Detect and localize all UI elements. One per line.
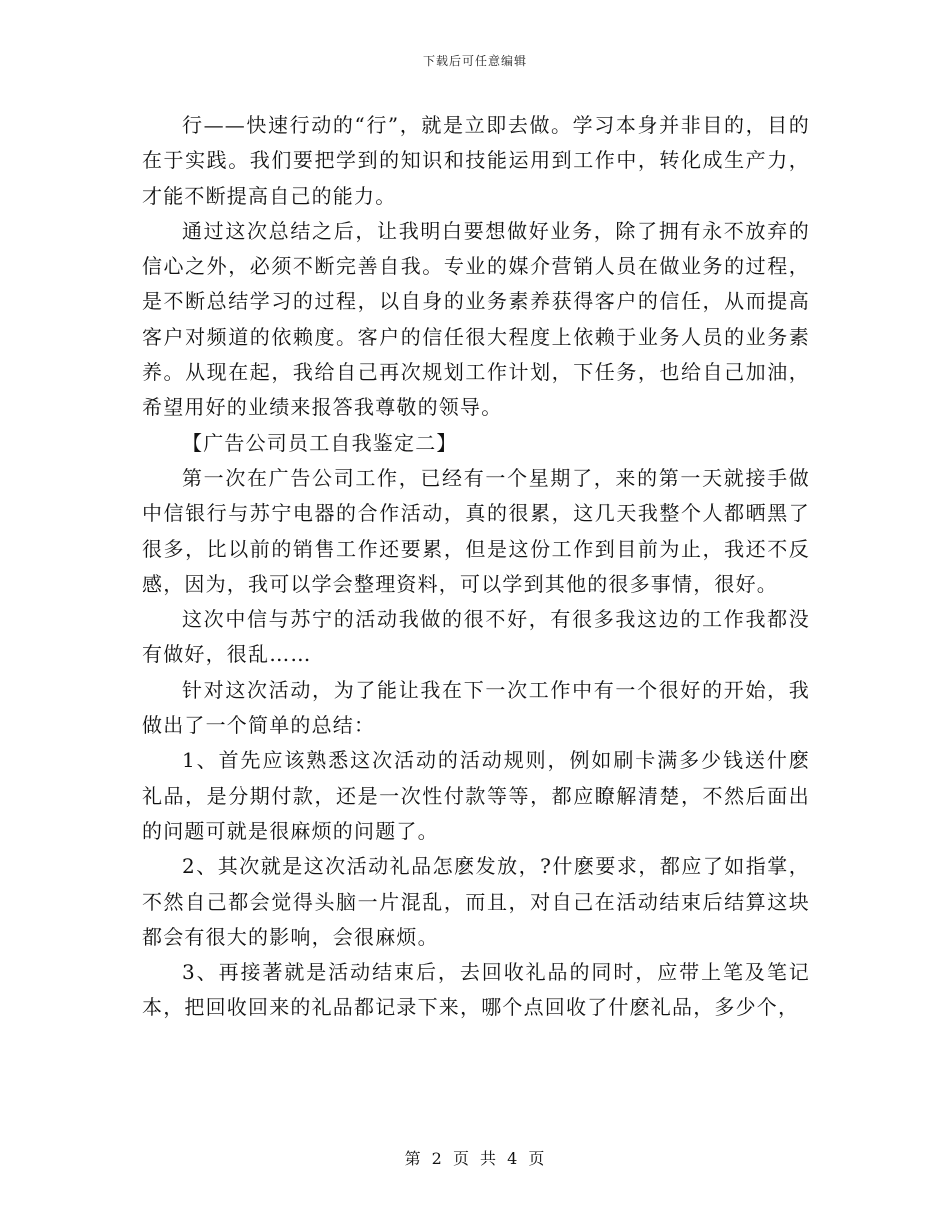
list-item-3: 3、再接著就是活动结束后，去回收礼品的同时，应带上笔及笔记本，把回收回来的礼品都记录下来，哪个点回收了什麽礼品，多少个， xyxy=(142,960,810,1020)
list-item-1: 1、首先应该熟悉这次活动的活动规则，例如刷卡满多少钱送什麽礼品，是分期付款，还是一次性付款等等，都应瞭解清楚，不然后面出的问题可就是很麻烦的问题了。 xyxy=(142,748,810,843)
paragraph-first-week: 第一次在广告公司工作，已经有一个星期了，来的第一天就接手做中信银行与苏宁电器的合作活动，真的很累，这几天我整个人都晒黑了很多，比以前的销售工作还要累，但是这份工作到目前为止，我还不反感，因为，我可以学会整理资料，可以学到其他的很多事情，很好。 xyxy=(142,465,810,596)
list-item-2: 2、其次就是这次活动礼品怎麽发放，?什麽要求，都应了如指掌，不然自己都会觉得头脑一片混乱，而且，对自己在活动结束后结算这块都会有很大的影响，会很麻烦。 xyxy=(142,854,810,949)
paragraph-action: 行——快速行动的“行”，就是立即去做。学习本身并非目的，目的在于实践。我们要把学到的知识和技能运用到工作中，转化成生产力，才能不断提高自己的能力。 xyxy=(142,113,810,208)
paragraph-summary-intro: 针对这次活动，为了能让我在下一次工作中有一个很好的开始，我做出了一个简单的总结： xyxy=(142,677,810,738)
section-heading: 【广告公司员工自我鉴定二】 xyxy=(182,430,458,455)
document-body xyxy=(142,108,810,1026)
page-footer: 第 2 页 共 4 页 xyxy=(404,1149,546,1168)
paragraph-summary: 通过这次总结之后，让我明白要想做好业务，除了拥有永不放弃的信心之外，必须不断完善自我。专业的媒介营销人员在做业务的过程，是不断总结学习的过程，以自身的业务素养获得客户的信任，从而提高客户对频道的依赖度。客户的信任很大程度上依赖于业务人员的业务素养。从现在起，我给自己再次规划工作计划，下任务，也给自己加油，希望用好的业绩来报答我尊敬的领导。 xyxy=(142,218,810,420)
paragraph-activity: 这次中信与苏宁的活动我做的很不好，有很多我这边的工作我都没有做好，很乱…… xyxy=(142,607,810,667)
page-header: 下载后可任意编辑 xyxy=(422,54,527,68)
